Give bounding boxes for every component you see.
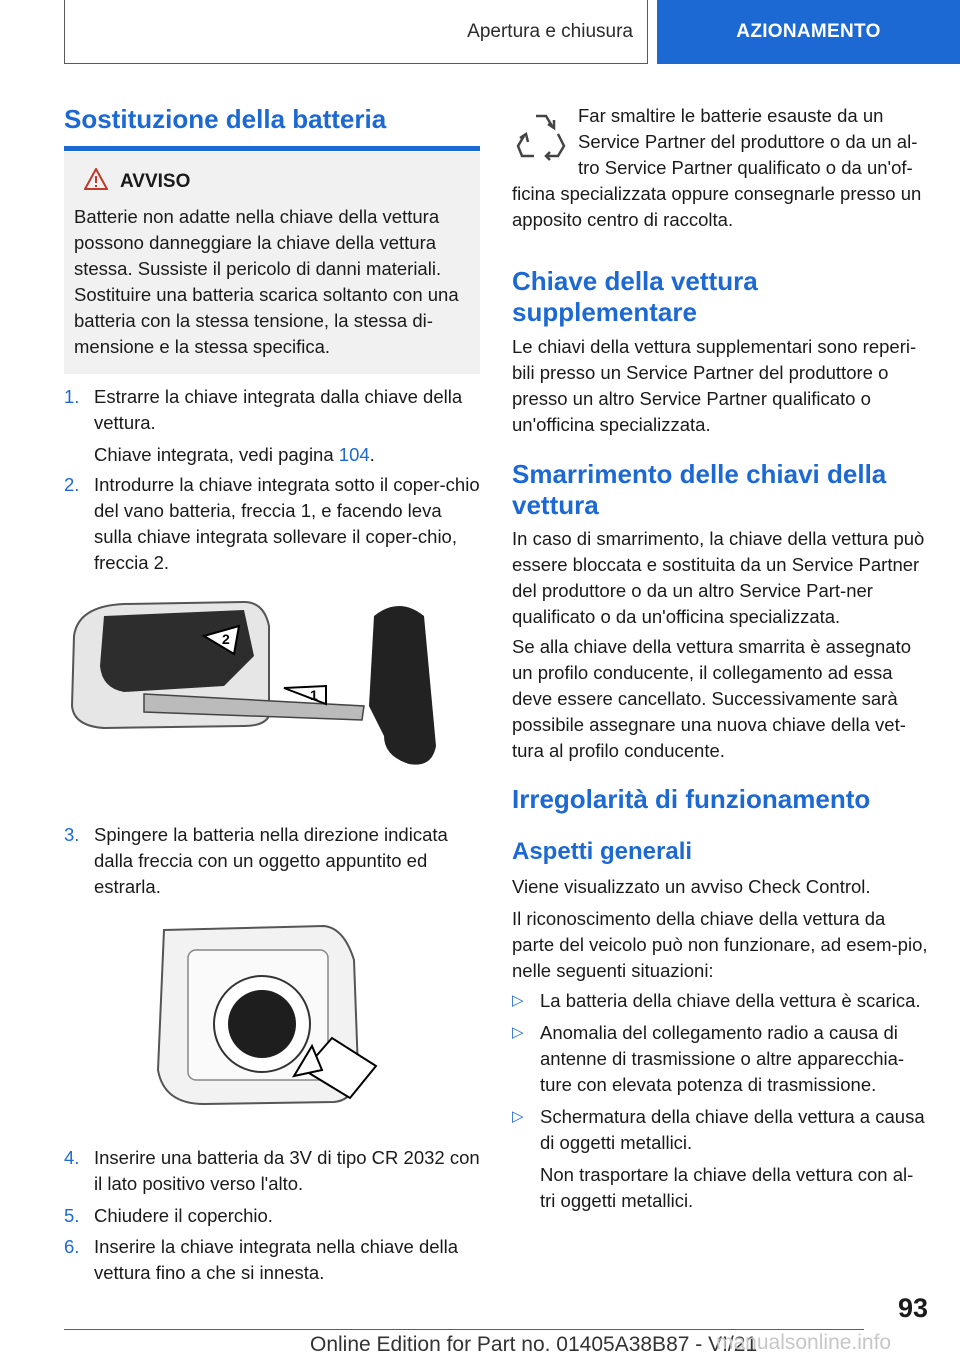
header-section-tab <box>64 0 648 64</box>
subsection-title-general: Aspetti generali <box>512 838 693 865</box>
section-title-battery: Sostituzione della batteria <box>64 104 387 134</box>
step-5 <box>64 1203 480 1229</box>
figure-key-removal <box>64 596 480 776</box>
bullet-text: Schermatura della chiave della vettura a causa di oggetti metallici. <box>540 1106 925 1153</box>
figure-battery-compartment <box>144 920 424 1110</box>
step-note <box>94 442 480 468</box>
warning-label: AVVISO <box>120 171 191 192</box>
page-number: 93 <box>897 1293 928 1323</box>
step-text: Spingere la batteria nella direzione indicata dalla freccia con un oggetto appuntito ed estrarla. <box>94 824 448 897</box>
bullet-note: Non trasportare la chiave della vettura con al-tri oggetti metallici. <box>540 1164 914 1211</box>
lost-keys-text-2: Se alla chiave della vettura smarrita è assegnato un profilo conducente, il collegamento ad essa deve essere cancellato. Successivamente sarà possibile assegnare una nuova chiave della vet-tura al profilo conducente. <box>512 636 911 761</box>
step-number: 2. <box>64 474 80 495</box>
step-3 <box>64 822 480 900</box>
note-suffix: . <box>369 444 375 465</box>
general-text-2: Il riconoscimento della chiave della vettura da parte del veicolo può non funzionare, ad esem-pio, nelle seguenti situazioni: <box>512 908 928 981</box>
watermark: manualsonline.info <box>716 1331 892 1354</box>
spare-key-text: Le chiavi della vettura supplementari sono reperi-bili presso un Service Partner del produttore o presso un altro Service Partner qualificato o un'officina specializzata. <box>512 336 917 435</box>
step-text: Introdurre la chiave integrata sotto il coper-chio del vano batteria, freccia 1, e facendo leva sulla chiave integrata sollevare il coper-chio, freccia 2. <box>94 474 480 573</box>
title-rule <box>64 146 480 151</box>
section-title-malfunctions: Irregolarità di funzionamento <box>512 784 871 814</box>
step-text: Chiudere il coperchio. <box>94 1205 273 1226</box>
bullet-triangle-icon: ▷ <box>512 1024 524 1041</box>
bullet-triangle-icon: ▷ <box>512 1108 524 1125</box>
note-prefix: Chiave integrata, vedi pagina <box>94 444 339 465</box>
warning-header <box>84 168 470 196</box>
warning-text: Batterie non adatte nella chiave della vettura possono danneggiare la chiave della vettura stessa. Sussiste il pericolo di danni materiali. Sostituire una batteria scarica soltanto con una batteria con la stessa tensione, la stessa di-mensione e la stessa specifica. <box>74 206 459 357</box>
general-text-1: Viene visualizzato un avviso Check Control. <box>512 876 871 897</box>
header-chapter-label: AZIONAMENTO <box>736 21 881 42</box>
figure-label-1: 1 <box>310 687 318 703</box>
bullet-item <box>512 1104 928 1214</box>
step-4 <box>64 1145 480 1197</box>
header-chapter-tab <box>657 0 960 64</box>
bullet-triangle-icon: ▷ <box>512 992 524 1009</box>
bullet-text: Anomalia del collegamento radio a causa di antenne di trasmissione o altre apparecchia-ture con elevata potenza di trasmissione. <box>540 1022 905 1095</box>
step-number: 5. <box>64 1205 80 1226</box>
step-number: 3. <box>64 824 80 845</box>
step-2 <box>64 472 480 576</box>
step-text: Inserire una batteria da 3V di tipo CR 2032 con il lato positivo verso l'alto. <box>94 1147 480 1194</box>
page-link[interactable]: 104 <box>338 444 370 465</box>
step-6 <box>64 1234 480 1286</box>
bullet-text: La batteria della chiave della vettura è scarica. <box>540 990 921 1011</box>
step-number: 1. <box>64 386 80 407</box>
step-number: 6. <box>64 1236 80 1257</box>
step-text: Inserire la chiave integrata nella chiave della vettura fino a che si innesta. <box>94 1236 459 1283</box>
step-number: 4. <box>64 1147 80 1168</box>
bullet-item <box>512 988 928 1014</box>
footer-edition: Online Edition for Part no. 01405A38B87 - VI/21 <box>310 1333 758 1356</box>
step-1 <box>64 384 480 468</box>
warning-box <box>64 152 480 374</box>
section-title-spare-key: Chiave della vettura supplementare <box>512 266 758 327</box>
figure-label-2: 2 <box>222 631 230 647</box>
section-title-lost-keys: Smarrimento delle chiavi della vettura <box>512 459 887 520</box>
warning-triangle-icon <box>84 168 108 196</box>
recycle-float <box>512 103 578 181</box>
recycle-text <box>512 103 928 233</box>
step-text: Estrarre la chiave integrata dalla chiave della vettura. <box>94 386 463 433</box>
recycle-paragraph: Far smaltire le batterie esauste da un Service Partner del produttore o da un al-tro Service Partner qualificato o da un'of-ficina specializzata oppure consegnarle presso un apposito centro di raccolta. <box>512 105 922 230</box>
footer-rule <box>64 1329 864 1330</box>
bullet-item <box>512 1020 928 1098</box>
lost-keys-text-1: In caso di smarrimento, la chiave della vettura può essere bloccata e sostituita da un Service Partner del produttore o da un altro Service Part-ner qualificato o da un'officina specializzata. <box>512 528 925 627</box>
header-section-label: Apertura e chiusura <box>467 20 633 42</box>
